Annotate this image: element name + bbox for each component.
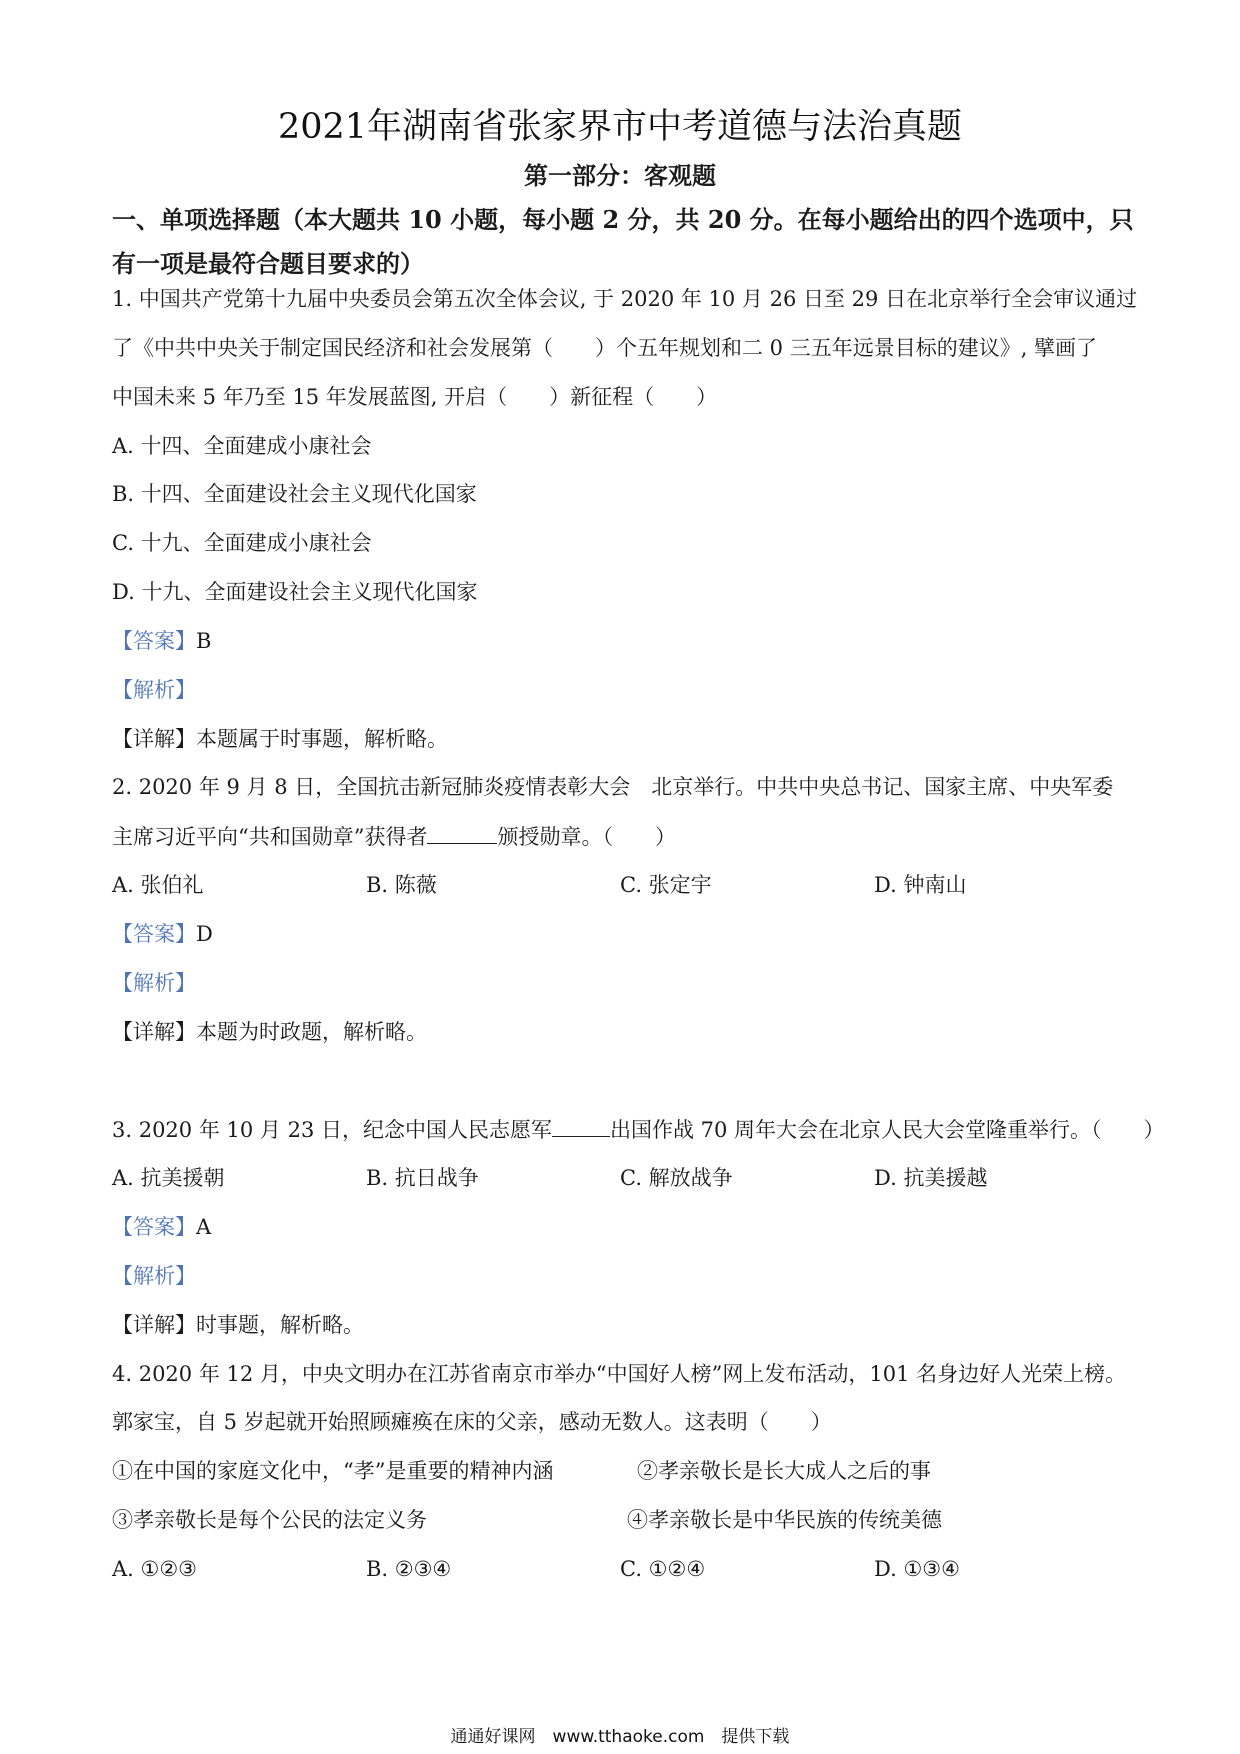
detail-label: 【详解】 <box>112 1020 196 1044</box>
q3-answer <box>112 1212 1142 1242</box>
section-header-line1: 一、单项选择题（本大题共 10 小题，每小题 2 分，共 20 分。在每小题给出的四个选项中，只 <box>112 205 1134 234</box>
detail-label: 【详解】 <box>112 727 196 751</box>
q2-answer <box>112 919 1142 949</box>
q2-stem-line2 <box>112 821 1142 852</box>
page-footer: 通通好课网 www.tthaoke.com 提供下载 <box>450 1727 790 1747</box>
q3-option-a: A. 抗美援朝 <box>112 1166 225 1190</box>
analysis-label: 【解析】 <box>112 678 196 702</box>
q3-option-c: C. 解放战争 <box>620 1166 733 1190</box>
q2-stem-line2-pre: 主席习近平向“共和国勋章”获得者 <box>112 825 428 849</box>
q3-detail <box>112 1310 1142 1340</box>
q3-options <box>112 1163 1142 1193</box>
q2-stem-line1: 2. 2020 年 9 月 8 日，全国抗击新冠肺炎疫情表彰大会 北京举行。中共中央总书记、国家主席、中央军委 <box>112 775 1114 799</box>
q3-stem-post: 出国作战 70 周年大会在北京人民大会堂隆重举行。（ ） <box>609 1118 1165 1142</box>
page-title: 2021年湖南省张家界市中考道德与法治真题 <box>277 107 963 147</box>
q3-stem-pre: 3. 2020 年 10 月 23 日，纪念中国人民志愿军 <box>112 1118 552 1142</box>
detail-label: 【详解】 <box>112 1313 196 1337</box>
q2-stem-line2-post: 颁授勋章。（ ） <box>497 825 676 849</box>
q4-statement-1: ①在中国的家庭文化中，“孝”是重要的精神内涵 <box>112 1459 554 1483</box>
answer-blank <box>552 1114 610 1137</box>
q4-option-a: A. ①②③ <box>112 1557 197 1581</box>
answer-label: 【答案】 <box>112 1215 196 1239</box>
q2-option-c: C. 张定宇 <box>620 873 712 897</box>
answer-label: 【答案】 <box>112 629 196 653</box>
section-header <box>112 198 1142 286</box>
analysis-label: 【解析】 <box>112 1264 196 1288</box>
analysis-label: 【解析】 <box>112 971 196 995</box>
q4-stem-line2: 郭家宝，自 5 岁起就开始照顾瘫痪在床的父亲，感动无数人。这表明（ ） <box>112 1410 832 1434</box>
q1-option-a: A. 十四、全面建成小康社会 <box>112 434 372 458</box>
q2-option-b: B. 陈薇 <box>366 873 437 897</box>
q1-stem-line2: 了《中共中央关于制定国民经济和社会发展第（ ）个五年规划和二 0 三五年远景目标的建议》, 擘画了 <box>112 336 1098 360</box>
q4-option-b: B. ②③④ <box>366 1557 452 1581</box>
section-header-line2: 有一项是最符合题目要求的） <box>112 249 424 278</box>
q3-analysis <box>112 1261 1142 1291</box>
q3-option-b: B. 抗日战争 <box>366 1166 479 1190</box>
q1-option-b: B. 十四、全面建设社会主义现代化国家 <box>112 482 477 506</box>
q2-detail-text: 本题为时政题，解析略。 <box>196 1020 427 1044</box>
q4-option-c: C. ①②④ <box>620 1557 706 1581</box>
q4-statement-3: ③孝亲敬长是每个公民的法定义务 <box>112 1508 427 1532</box>
q1-stem-line1: 1. 中国共产党第十九届中央委员会第五次全体会议, 于 2020 年 10 月 26 日至 29 日在北京举行全会审议通过 <box>112 287 1138 311</box>
q2-options <box>112 870 1142 900</box>
q1-stem-line3: 中国未来 5 年乃至 15 年发展蓝图, 开启（ ）新征程（ ） <box>112 385 718 409</box>
q3-stem-line1 <box>112 1114 1165 1145</box>
q3-answer-value: A <box>196 1215 212 1239</box>
q1-option-d: D. 十九、全面建设社会主义现代化国家 <box>112 580 478 604</box>
q2-detail <box>112 1017 1142 1047</box>
q2-answer-value: D <box>196 922 213 946</box>
q2-analysis <box>112 968 1142 998</box>
answer-label: 【答案】 <box>112 922 196 946</box>
q2-option-a: A. 张伯礼 <box>112 873 204 897</box>
q4-statements-row1 <box>112 1456 1142 1486</box>
q4-statement-2: ②孝亲敬长是长大成人之后的事 <box>637 1459 931 1483</box>
q4-statements-row2 <box>112 1505 1142 1535</box>
q4-statement-4: ④孝亲敬长是中华民族的传统美德 <box>627 1508 942 1532</box>
q1-detail-text: 本题属于时事题，解析略。 <box>196 727 448 751</box>
q3-detail-text: 时事题，解析略。 <box>196 1313 364 1337</box>
q3-option-d: D. 抗美援越 <box>874 1166 988 1190</box>
q1-answer-value: B <box>196 629 212 653</box>
q1-option-c: C. 十九、全面建成小康社会 <box>112 531 372 555</box>
q4-stem-line1: 4. 2020 年 12 月，中央文明办在江苏省南京市举办“中国好人榜”网上发布活动，101 名身边好人光荣上榜。 <box>112 1362 1127 1386</box>
q1-analysis <box>112 675 1142 705</box>
q2-option-d: D. 钟南山 <box>874 873 967 897</box>
q4-options <box>112 1554 1142 1584</box>
q4-option-d: D. ①③④ <box>874 1557 960 1581</box>
q1-answer <box>112 626 1142 656</box>
part-title: 第一部分：客观题 <box>524 161 716 190</box>
q1-detail <box>112 724 1142 754</box>
answer-blank <box>427 821 497 844</box>
